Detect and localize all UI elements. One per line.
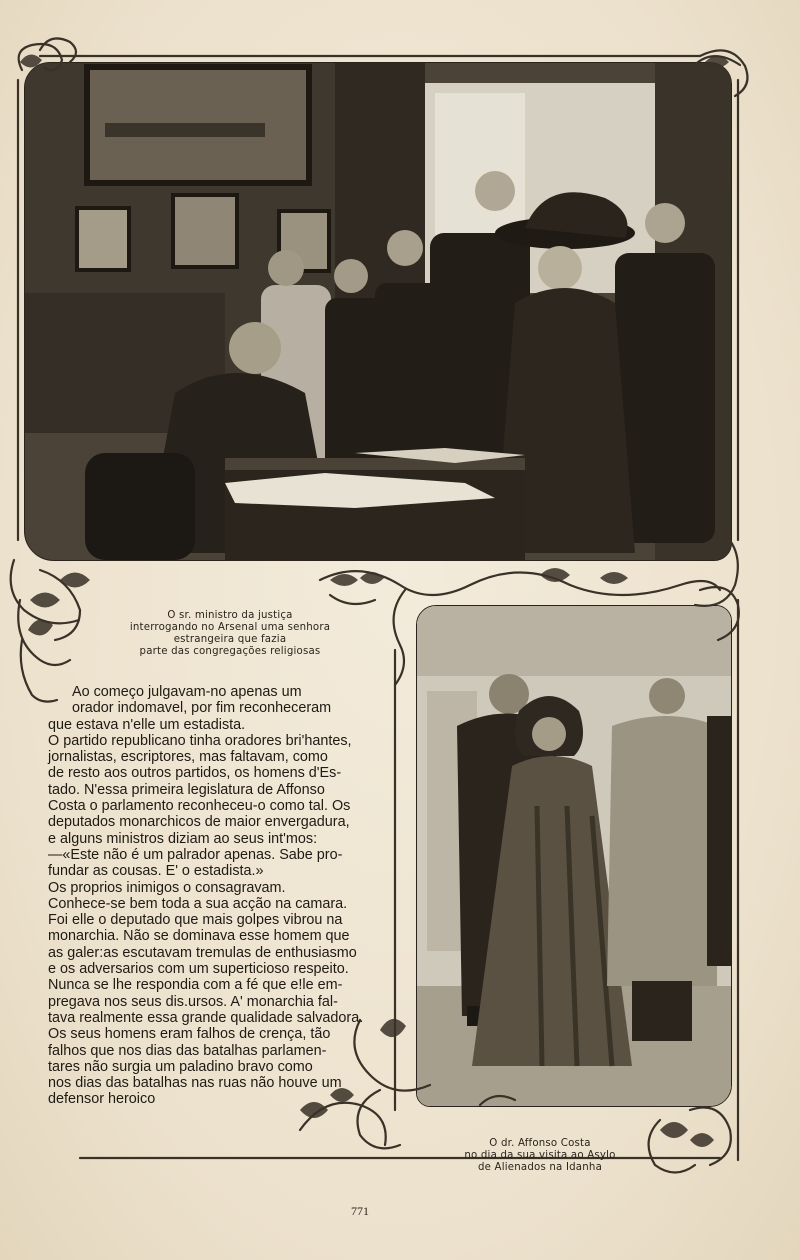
article-line: tares não surgia um paladino bravo como xyxy=(48,1058,313,1075)
article-line: e alguns ministros diziam ao seus int'mos: xyxy=(48,830,318,847)
caption-line: interrogando no Arsenal uma senhora xyxy=(129,622,331,633)
article-line: —«Este não é um palrador apenas. Sabe pro- xyxy=(48,846,343,863)
caption-line: no dia da sua visita ao Asylo xyxy=(464,1150,616,1161)
article-line: falhos que nos dias das batalhas parlamen- xyxy=(48,1042,327,1059)
article-line: orador indomavel, por fim reconheceram xyxy=(72,700,332,717)
article-line: Conhece-se bem toda a sua acção na camara. xyxy=(48,895,348,912)
caption-line: O dr. Affonso Costa xyxy=(489,1138,591,1149)
article-body xyxy=(48,684,378,1108)
article-line: Costa o parlamento reconheceu-o como tal. Os xyxy=(48,798,351,815)
article-line: deputados monarchicos de maior envergadura, xyxy=(48,814,350,831)
article-line: Foi elle o deputado que mais golpes vibrou na xyxy=(48,912,343,929)
article-line: pregava nos seus dis.ursos. A' monarchia fal- xyxy=(48,993,338,1010)
article-line: tado. N'essa primeira legislatura de Affonso xyxy=(48,781,325,798)
caption-affonso-costa-visit xyxy=(430,1138,650,1174)
caption-line: estrangeira que fazia xyxy=(173,634,287,645)
caption-line: parte das congregações religiosas xyxy=(139,646,321,657)
caption-line: de Alienados na Idanha xyxy=(477,1162,603,1173)
article-line: O partido republicano tinha oradores bri'hantes, xyxy=(48,732,352,749)
article-line: Ao começo julgavam-no apenas um xyxy=(72,684,302,700)
caption-line: O sr. ministro da justiça xyxy=(167,610,293,621)
article-line: fundar as cousas. E' o estadista.» xyxy=(48,863,264,880)
article-line: de resto aos outros partidos, os homens d'Es- xyxy=(48,765,342,782)
article-line: Os proprios inimigos o consagravam. xyxy=(48,879,286,896)
article-line: tava realmente essa grande qualidade salvadora. xyxy=(48,1009,364,1026)
article-line: as galer:as escutavam tremulas de enthusiasmo xyxy=(48,944,357,961)
article-line: jornalistas, escriptores, mas faltavam, como xyxy=(48,749,328,766)
article-line: Nunca se lhe respondia com a fé que e!le em- xyxy=(48,977,343,994)
article-line: e os adversarios com um superticioso respeito. xyxy=(48,961,349,978)
article-line: Os seus homens eram falhos de crença, tão xyxy=(48,1026,331,1043)
article-line: que estava n'elle um estadista. xyxy=(48,716,246,733)
article-line: monarchia. Não se dominava esse homem que xyxy=(48,928,350,945)
page-number: 771 xyxy=(351,1204,369,1218)
article-line: defensor heroico xyxy=(48,1091,156,1108)
caption-minister-interrogation xyxy=(95,610,365,658)
article-line: nos dias das batalhas nas ruas não houve um xyxy=(48,1075,342,1092)
